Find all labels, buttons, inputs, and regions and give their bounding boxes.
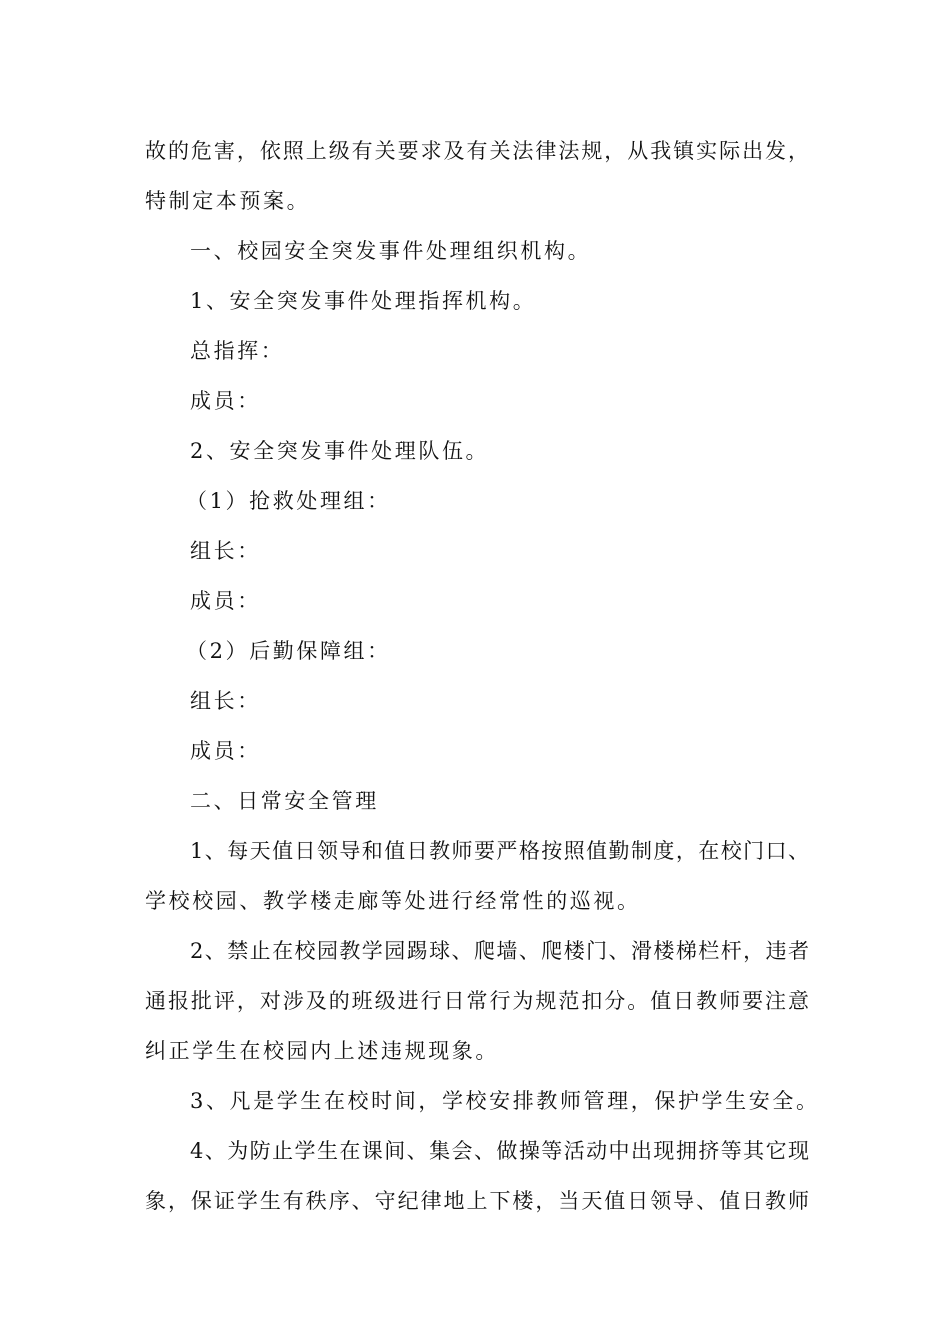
- paragraph-line: 象，保证学生有秩序、守纪律地上下楼，当天值日领导、值日教师: [145, 1189, 809, 1213]
- subsection-heading: 1、安全突发事件处理指挥机构。: [190, 289, 537, 313]
- paragraph-line: 3、凡是学生在校时间，学校安排教师管理，保护学生安全。: [190, 1089, 820, 1113]
- paragraph-line: 1、每天值日领导和值日教师要严格按照值勤制度，在校门口、: [190, 839, 809, 863]
- paragraph-line: 2、禁止在校园教学园踢球、爬墙、爬楼门、滑楼梯栏杆，违者: [190, 939, 809, 963]
- section-heading: 一、校园安全突发事件处理组织机构。: [190, 239, 592, 263]
- section-heading: 二、日常安全管理: [190, 789, 379, 813]
- role-label: 成员：: [190, 389, 261, 413]
- paragraph-line: 通报批评，对涉及的班级进行日常行为规范扣分。值日教师要注意: [145, 989, 809, 1013]
- paragraph-line: 纠正学生在校园内上述违规现象。: [145, 1039, 499, 1063]
- role-label: 成员：: [190, 739, 261, 763]
- paragraph-line: 4、为防止学生在课间、集会、做操等活动中出现拥挤等其它现: [190, 1139, 809, 1163]
- role-label: 总指挥：: [190, 339, 285, 363]
- paragraph-line: 故的危害，依照上级有关要求及有关法律法规，从我镇实际出发，: [145, 139, 809, 163]
- role-label: 组长：: [190, 539, 261, 563]
- role-label: 组长：: [190, 689, 261, 713]
- subsection-heading: 2、安全突发事件处理队伍。: [190, 439, 490, 463]
- paragraph-line: 特制定本预案。: [145, 189, 311, 213]
- group-heading: （2）后勤保障组：: [186, 639, 391, 663]
- group-heading: （1）抢救处理组：: [186, 489, 391, 513]
- paragraph-line: 学校校园、教学楼走廊等处进行经常性的巡视。: [145, 889, 641, 913]
- role-label: 成员：: [190, 589, 261, 613]
